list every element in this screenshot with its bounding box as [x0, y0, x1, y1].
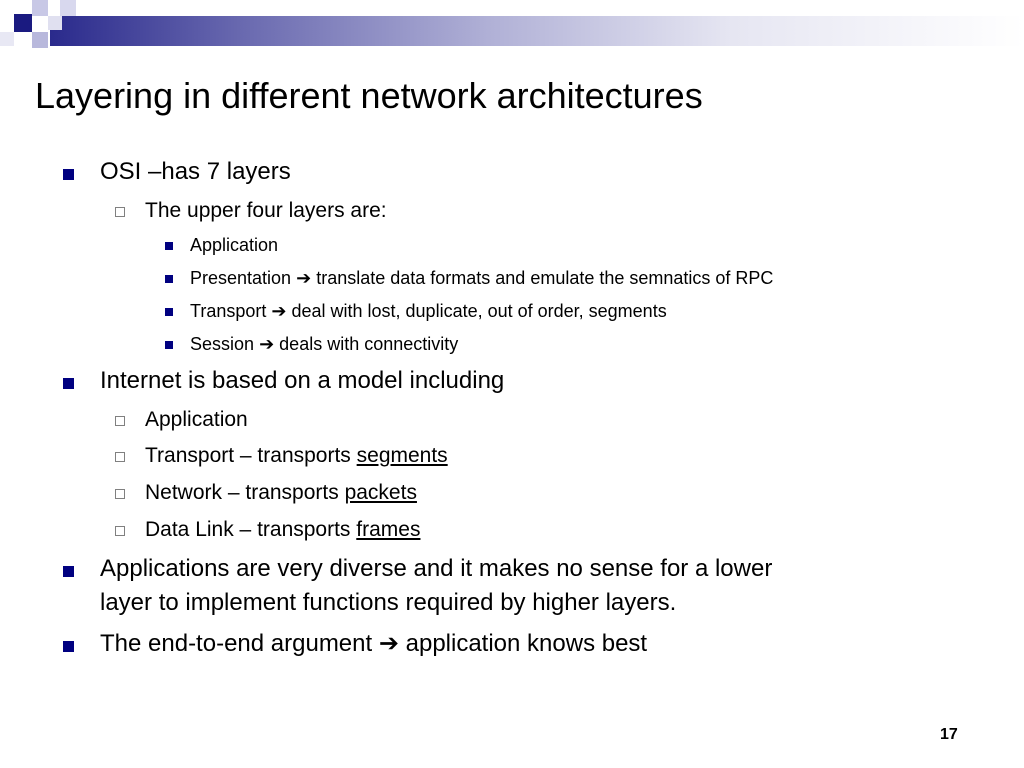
internet-item-transport — [145, 441, 448, 471]
layer-name: Application — [190, 235, 279, 255]
bullet-small-square — [165, 275, 173, 283]
arrow-icon: ➔ — [378, 630, 399, 657]
bullet-applications — [100, 552, 930, 620]
decor-square — [32, 32, 48, 48]
bullet-square — [63, 566, 74, 577]
layer-name: Session — [190, 334, 255, 354]
bullet-small-square — [165, 308, 173, 316]
underlined-term: frames — [356, 518, 421, 541]
underlined-term: segments — [356, 444, 448, 467]
bullet-end-to-end — [100, 627, 930, 661]
layer-description: deal with lost, duplicate, out of order, segments — [291, 301, 667, 321]
bullet-hollow-square — [115, 526, 125, 536]
end-to-end-rest: application knows best — [398, 630, 648, 657]
applications-line-1: Applications are very diverse and it makes no sense for a lower — [100, 555, 773, 582]
page-number: 17 — [940, 726, 958, 743]
osi-layer-presentation — [190, 265, 773, 291]
header-gradient-band — [50, 16, 1024, 46]
decor-square — [48, 16, 62, 30]
osi-layer-session — [190, 331, 458, 357]
bullet-osi: OSI –has 7 layers — [100, 158, 291, 185]
layer-description: deals with connectivity — [279, 334, 459, 354]
osi-layer-transport — [190, 298, 667, 324]
internet-item-application — [145, 405, 248, 435]
arrow-icon: ➔ — [259, 334, 275, 354]
decor-square — [60, 0, 76, 16]
bullet-square — [63, 641, 74, 652]
item-text: Application — [145, 408, 248, 431]
arrow-icon: ➔ — [296, 268, 312, 288]
osi-layer-application — [190, 232, 278, 258]
bullet-hollow-square — [115, 416, 125, 426]
bullet-internet: Internet is based on a model including — [100, 367, 505, 394]
item-text: Transport – transports — [145, 444, 357, 467]
applications-line-2: layer to implement functions required by higher layers. — [100, 589, 677, 616]
header-decoration — [0, 0, 1024, 64]
bullet-small-square — [165, 341, 173, 349]
bullet-hollow-square — [115, 207, 125, 217]
decor-square — [0, 32, 14, 46]
end-to-end-text: The end-to-end argument — [100, 630, 379, 657]
layer-name: Presentation — [190, 268, 292, 288]
layer-description: translate data formats and emulate the semnatics of RPC — [316, 268, 774, 288]
internet-item-datalink — [145, 515, 420, 545]
bullet-square — [63, 378, 74, 389]
bullet-small-square — [165, 242, 173, 250]
underlined-term: packets — [344, 481, 417, 504]
internet-item-network — [145, 478, 417, 508]
bullet-hollow-square — [115, 452, 125, 462]
bullet-upper-four: The upper four layers are: — [145, 199, 387, 222]
bullet-hollow-square — [115, 489, 125, 499]
item-text: Network – transports — [145, 481, 345, 504]
decor-square — [32, 0, 48, 16]
slide-title: Layering in different network architectures — [35, 75, 703, 116]
decor-square — [14, 14, 32, 32]
item-text: Data Link – transports — [145, 518, 357, 541]
layer-name: Transport — [190, 301, 267, 321]
bullet-square — [63, 169, 74, 180]
arrow-icon: ➔ — [271, 301, 287, 321]
